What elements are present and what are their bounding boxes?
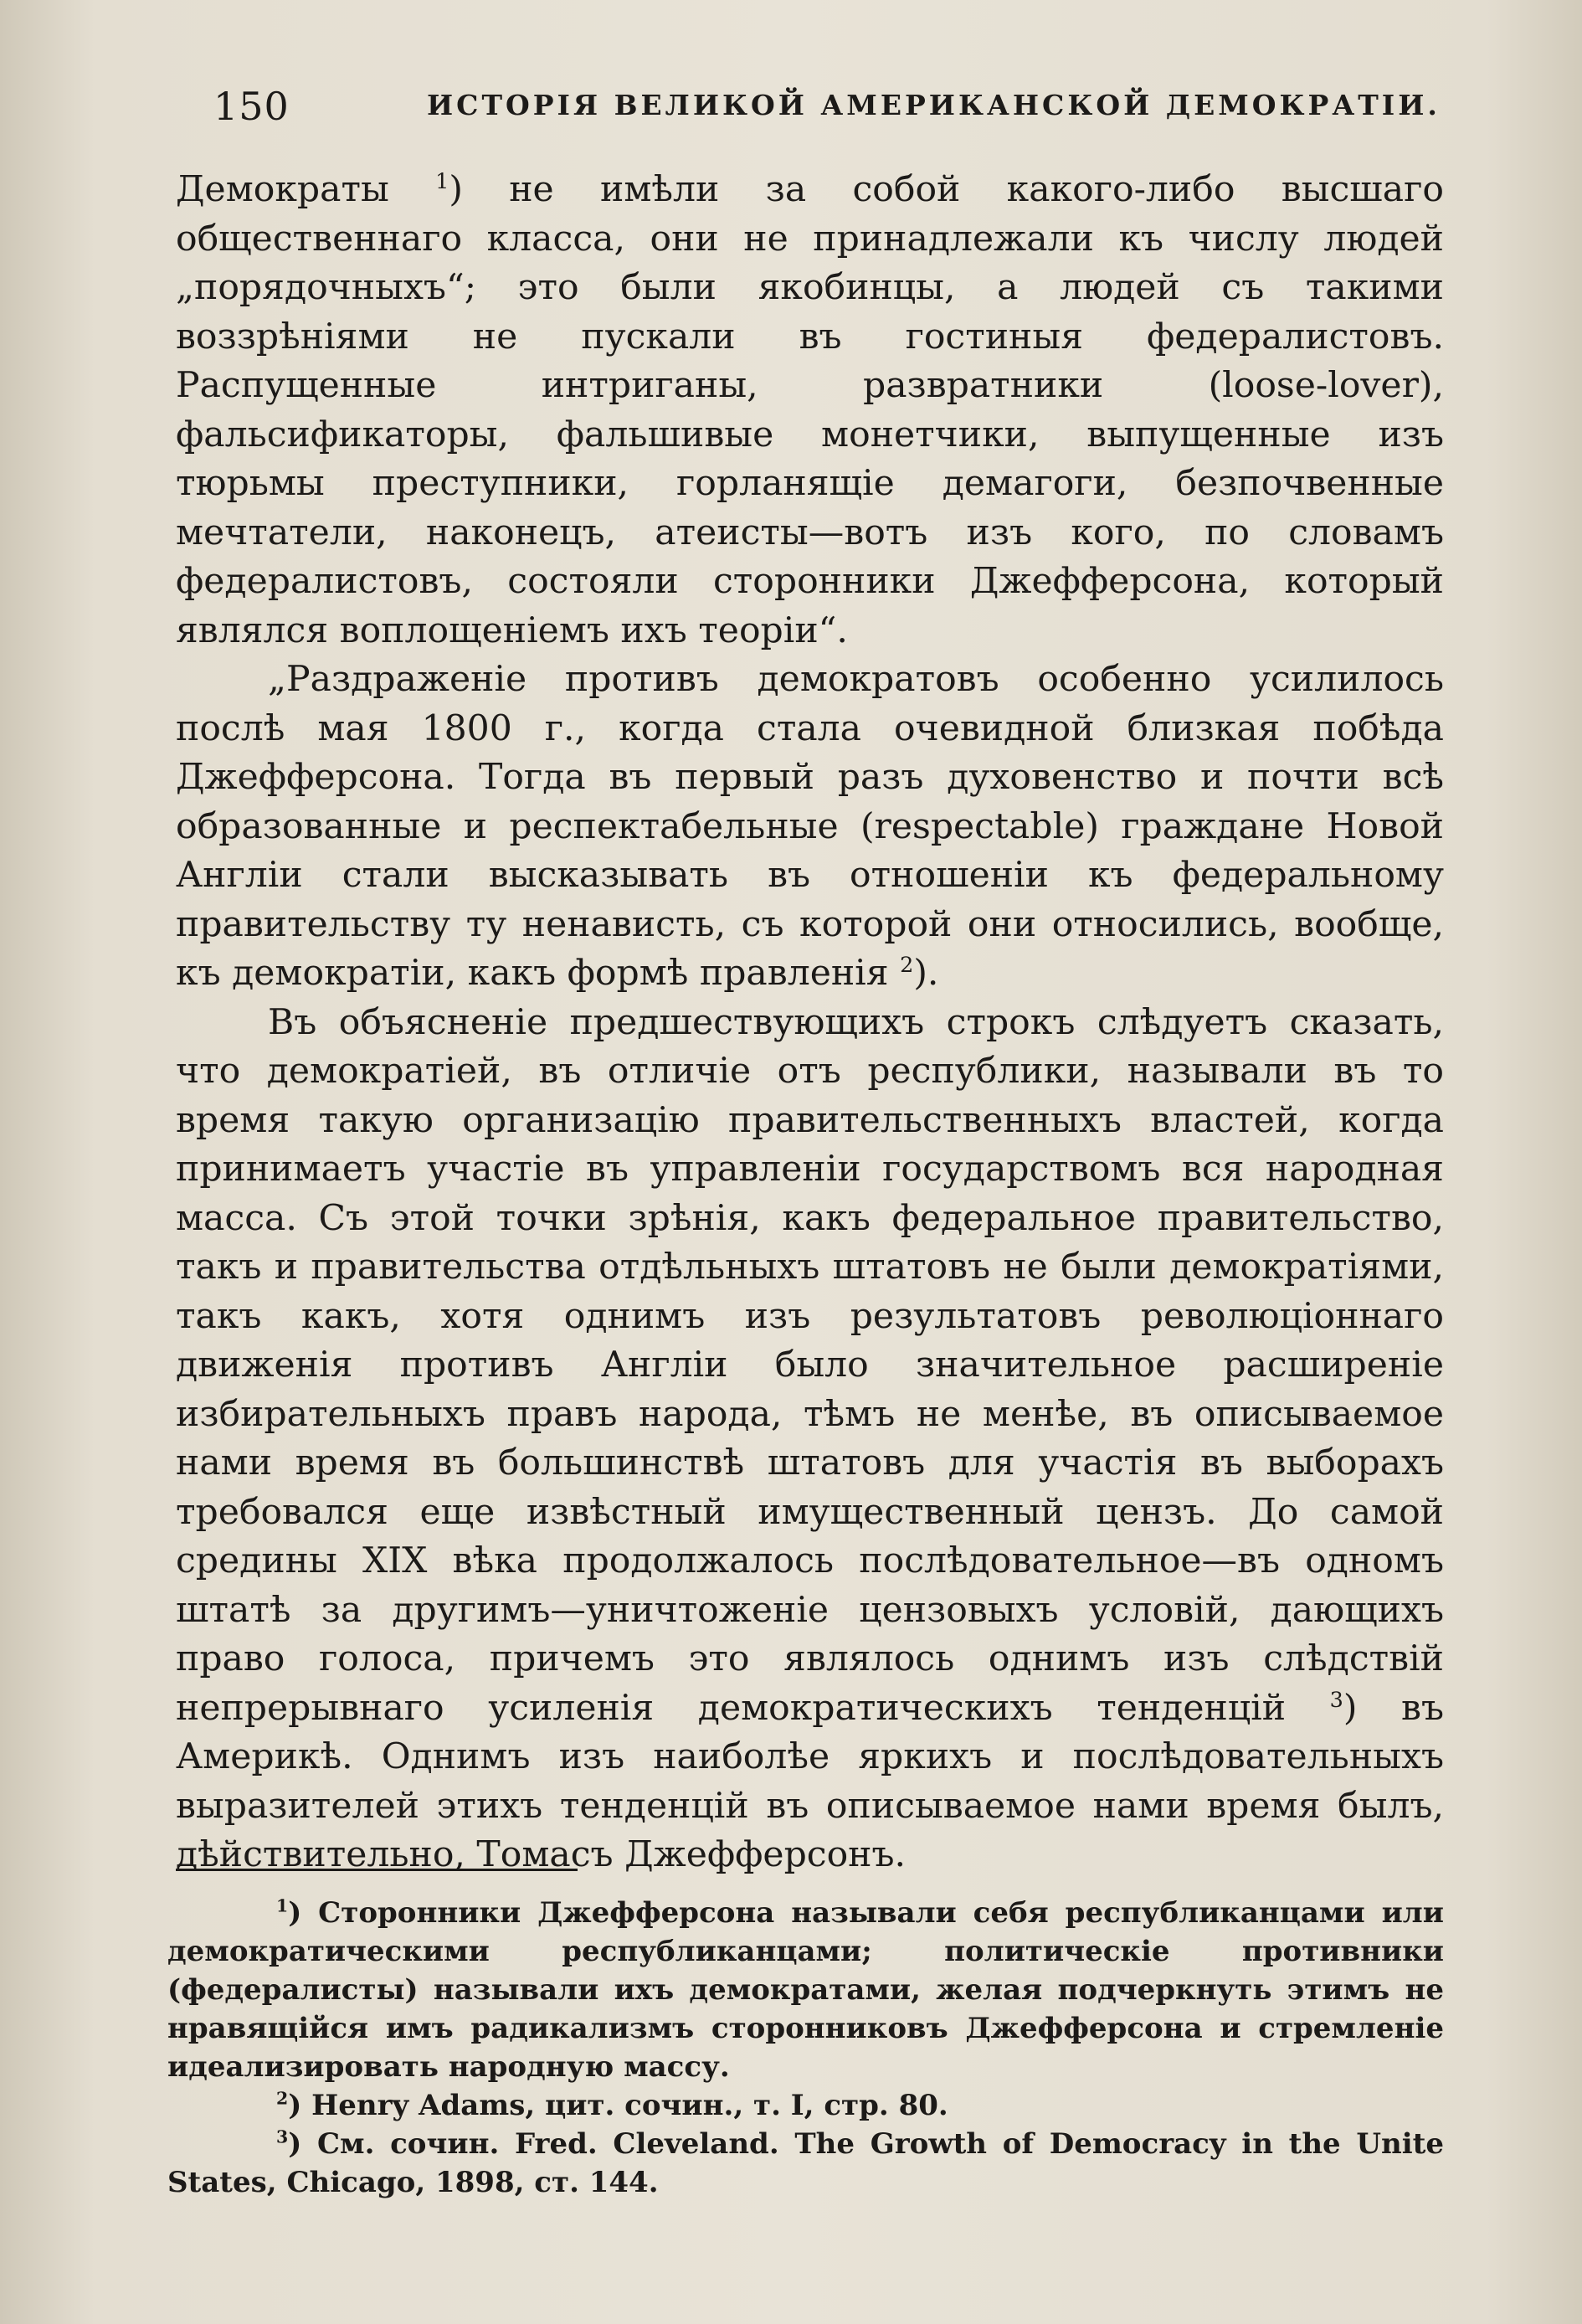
paragraph-2 — [176, 656, 1444, 999]
main-text — [176, 166, 1444, 1880]
footnote-1-text: ) Сторонники Джефферсона называли себя республиканцами или демократическими республиканцами; политическіе противники (федералисты) называли ихъ демократами, желая подчеркнуть этимъ не нравящійся имъ радикализмъ сторонниковъ Джефферсона и стремленіе идеализировать народную массу. — [167, 1896, 1444, 2084]
footnote-2-mark: 2 — [276, 2088, 289, 2109]
footnote-3-mark: 3 — [276, 2126, 289, 2147]
paragraph-3-rest: ) въ Америкѣ. Однимъ изъ наиболѣе яркихъ и послѣдовательныхъ выразителей этихъ тенденцій въ описываемое нами время былъ, дѣйствительно, Томасъ Джефферсонъ. — [176, 1687, 1444, 1875]
paragraph-2-rest: ). — [913, 953, 939, 994]
running-title: ИСТОРІЯ ВЕЛИКОЙ АМЕРИКАНСКОЙ ДЕМОКРАТІИ. — [427, 89, 1441, 121]
paragraph-1-start: Демократы — [176, 169, 389, 210]
paragraph-2-start: „Раздраженіе противъ демократовъ особенно усилилось послѣ мая 1800 г., когда стала очевидной близкая побѣда Джефферсона. Тогда въ первый разъ духовенство и почти всѣ образованные и респектабельные (respectable) граждане Новой Англіи стали высказывать въ отношеніи къ федеральному правительству ту ненависть, съ которой они относились, вообще, къ демократіи, какъ формѣ правленія — [176, 659, 1444, 994]
footnote-ref-2: 2 — [900, 952, 914, 978]
paragraph-3 — [176, 999, 1444, 1880]
footnote-1 — [167, 1894, 1444, 2086]
footnote-ref-3: 3 — [1329, 1687, 1343, 1713]
footnotes — [167, 1894, 1444, 2202]
footnote-2-text: ) Henry Adams, цит. сочин., т. I, стр. 80. — [288, 2089, 948, 2122]
paragraph-3-start: Въ объясненіе предшествующихъ строкъ слѣдуетъ сказать, что демократіей, въ отличіе отъ республики, называли въ то время такую организацію правительственныхъ властей, когда принимаетъ участіе въ управленіи государствомъ вся народная масса. Съ этой точки зрѣнія, какъ федеральное правительство, такъ и правительства отдѣльныхъ штатовъ не были демократіями, такъ какъ, хотя однимъ изъ результатовъ революціоннаго движенія противъ Англіи было значительное расширеніе избирательныхъ правъ народа, тѣмъ не менѣе, въ описываемое нами время въ большинствѣ штатовъ для участія въ выборахъ требовался еще извѣстный имущественный цензъ. До самой средины XIX вѣка продолжалось послѣдовательное—въ одномъ штатѣ за другимъ—уничтоженіе цензовыхъ условій, дающихъ право голоса, причемъ это являлось однимъ изъ слѣдствій непрерывнаго усиленія демократическихъ тенденцій — [176, 1001, 1444, 1729]
footnote-2 — [167, 2086, 1444, 2125]
footnote-divider — [176, 1869, 578, 1871]
page-number: 150 — [213, 84, 290, 129]
paragraph-1-rest: ) не имѣли за собой какого-либо высшаго общественнаго класса, они не принадлежали къ числу людей „порядочныхъ“; это были якобинцы, а людей съ такими воззрѣніями не пускали въ гостиныя федералистовъ. Распущенные интриганы, развратники (loose-lover), фальсификаторы, фальшивые монетчики, выпущенные изъ тюрьмы преступники, горланящіе демагоги, безпочвенные мечтатели, наконецъ, атеисты—вотъ изъ кого, по словамъ федералистовъ, состояли сторонники Джефферсона, который являлся воплощеніемъ ихъ теоріи“. — [176, 169, 1444, 651]
footnote-1-mark: 1 — [276, 1895, 289, 1916]
footnote-ref-1: 1 — [435, 168, 449, 194]
footnote-3-text: ) См. сочин. Fred. Cleveland. The Growth of Democracy in the Unite States, Chicago, 1898, ст. 144. — [167, 2127, 1444, 2199]
paragraph-1 — [176, 166, 1444, 656]
footnote-3 — [167, 2125, 1444, 2202]
page-header — [213, 84, 1452, 142]
